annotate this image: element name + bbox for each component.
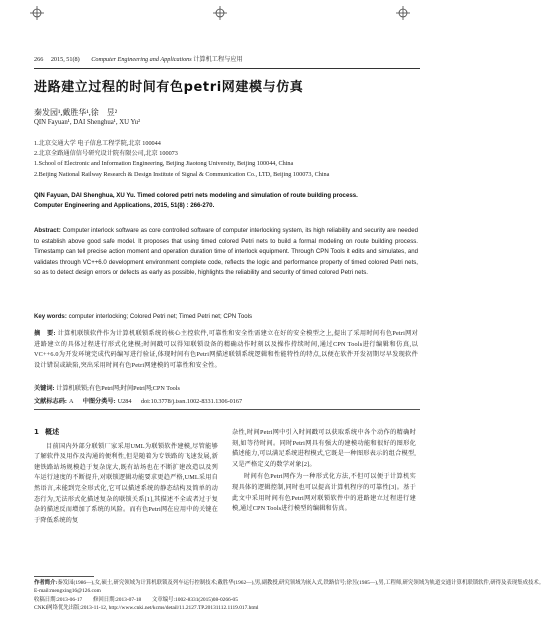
citation-line: QIN Fayuan, DAI Shenghua, XU Yu. Timed colored petri nets modeling and simulation of route building process. [34,192,358,199]
footnote-rule [34,576,94,577]
body-paragraph: 杂性,时间Petri网中引入时间戳可以获取系统中各个动作的精确时刻,如等待时间。同时Petri网具有强大的建模功能和很好的图形化描述能力,可以满足系统进程模式,它既是一种图形表示的组合模型,又是严格定义的数学对象[2]。 [232,429,416,468]
abstract-en-text: Computer interlock software as core controlled software of computer interlocking system, its high reliability and security are needed to establish above good safe model. It proposes that using timed colored Petri nets to build a formal modeling on route building process. Timestamp can tell precise action moment and operation duration time of interlock equipment. Through CPN Tools it edits and simulates, and validates through VC++6.0 development environment complete code, reflects the logic and performance property of timed colored Petri nets, so as to detect design errors or defects as early as possible, highlights the reliability and security of timed colored Petri nets. [34,227,418,276]
keywords-en-text: computer interlocking; Colored Petri net; Timed Petri net; CPN Tools [68,313,253,320]
running-head [34,54,420,66]
doc-code: A [69,398,74,405]
journal-name: Computer Engineering and Applications [91,56,192,63]
crosshair-registration-icon [396,6,410,20]
body-column-right [232,428,416,515]
doc-code-label: 文献标志码: [34,398,67,405]
affiliations [34,139,420,180]
doc-info [34,396,242,405]
section-heading [34,427,218,438]
bio-text: 秦发园(1986—),女,硕士,研究领域为计算机联锁及列车运行控制技术;戴胜华(1962—),男,副教授,研究领域为嵌入式,铁路信号;徐昱(1985—),男,工程师,研究领域为轨道交通计算机联锁软件,研得及表现集成技术。 [57,580,544,586]
section-number: 1 [34,428,40,436]
class-label: 中图分类号: [82,398,116,405]
affiliation-line: 2.Beijing National Railway Research & Design Institute of Signal & Communication Co., LTD, Beijing 100073, China [34,170,330,178]
author-bio [34,579,544,587]
keywords-en-label: Key words: [34,313,67,320]
received-dates: 收稿日期:2013-06-17 修回日期:2013-07-18 文章编号:1002-8331(2015)08-0266-05 [34,596,238,603]
page-number: 266 [34,56,44,63]
doi: doi:10.3778/j.issn.1002-8331.1306-0167 [140,398,243,405]
abstract-en [34,226,418,279]
affiliation-line: 1.北京交通大学 电子信息工程学院,北京 100044 [34,140,161,147]
paper-title: 进路建立过程的时间有色petri网建模与仿真 [34,80,304,95]
body-paragraph: 时间有色Petri网作为一种形式化方法,不但可以便于计算机实现具体的逻辑控制,同时也可以提高计算机程序的可靠性[3]。基于此文中采用时间有色Petri网对联锁软件中的进路建立过程进行建模,通过CPN Tools进行模型的编辑和仿真。 [232,473,416,513]
cnki-info: CNKI网络优先出版:2013-11-12, http://www.cnki.net/kcms/detail/11.2127.TP.20131112.1119.017.html [34,605,259,612]
citation-line: Computer Engineering and Applications, 2015, 51(8) : 266-270. [34,202,215,210]
body-paragraph: 目前国内外部分联锁厂家采用UML为联锁软件建模,尽管能够了解软件及用作及沟通的便利性,但是随着为专铁路的飞速发展,新建铁路站场规模趋于复杂庞大,既有站场也在不断扩建改造以及列车运行速度的不断提升,对联锁逻辑功能要求更趋严格,UML采用自然语言,未能到完全形式化,它可以描述系统的静态结构及简单的动态行为,无法形式化描述复杂的联锁关系[1],其描述不全或者过于复杂的描述反而增加了系统的风险。而有色Petri网在应用中的关键在于降低系统的复 [34,442,218,524]
separator-rule [34,409,420,410]
crosshair-registration-icon [30,6,44,20]
bio-label: 作者简介: [34,580,58,586]
abstract-cn-label: 摘 要: [34,330,56,337]
issue-info: 2015, 51(8) [50,56,80,63]
abstract-cn-text: 计算机联锁软件作为计算机联锁系统的核心主控软件,可靠性和安全性需建立在好的安全模型之上,提出了采用时间有色Petri网对进路建立的具体过程进行形式化建模;时间戳可以得知联锁设备的精确动作时刻以及操作持续时间,通过CPN Tools进行编辑和仿真,以VC++6.0为开发环境完成代码编写进行验证,体现时间有色Petri网描述联锁系统逻辑和性能特性的特点,以便在软件开发初期尽早发现软件设计错误或缺陷,突出采用时间有色Petri网建模的可靠性和安全性。 [34,330,418,369]
affiliation-line: 1.School of Electronic and Information Engineering, Beijing Jiaotong University, Beijing 100044, China [34,160,294,168]
header-rule [34,68,420,69]
citation [34,191,418,212]
keywords-en [34,312,418,322]
footnotes [34,579,544,613]
journal-name-cn: 计算机工程与应用 [193,56,243,63]
crosshair-registration-icon [213,6,227,20]
body-column-left [34,427,218,526]
abstract-en-label: Abstract: [34,227,61,234]
class-number: U284 [117,398,132,405]
section-title: 概述 [45,428,60,436]
keywords-cn-label: 关键词: [34,385,55,392]
keywords-cn [34,383,180,392]
keywords-cn-text: 计算机联锁;有色Petri网;时间Petri网;CPN Tools [56,385,180,392]
affiliation-line: 2.北京全路通信信号研究设计院有限公司,北京 100073 [34,150,178,158]
email: E-mail:mengxing16@126.com [34,588,101,595]
abstract-cn [34,329,418,371]
authors-cn: 秦发园¹,戴胜华¹,徐 昱² [34,108,118,117]
authors-en: QIN Fayuan¹, DAI Shenghua¹, XU Yu² [34,119,141,126]
